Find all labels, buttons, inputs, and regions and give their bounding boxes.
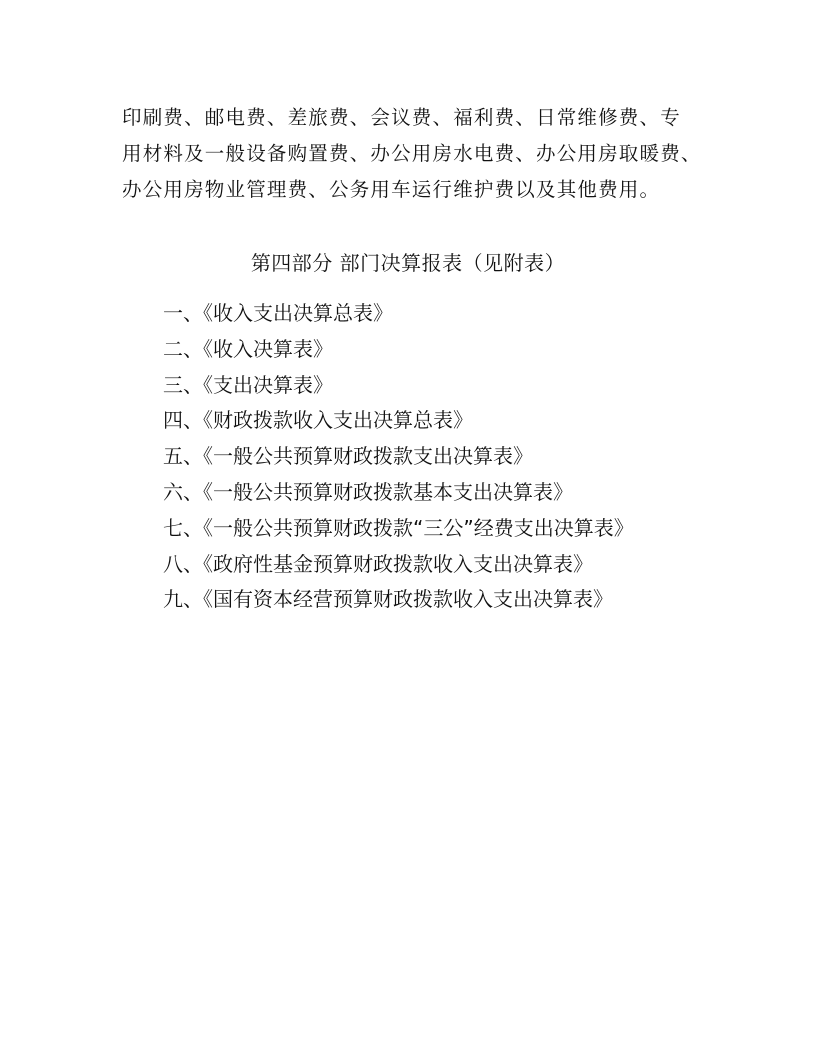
appendix-item-2: 二、《收入决算表》 <box>163 336 333 361</box>
appendix-item-9: 九、《国有资本经营预算财政拨款收入支出决算表》 <box>163 587 613 612</box>
appendix-item-3: 三、《支出决算表》 <box>163 372 333 397</box>
paragraph-line: 办公用房物业管理费、公务用车运行维护费以及其他费用。 <box>122 178 661 201</box>
paragraph-line: 用材料及一般设备购置费、办公用房水电费、办公用房取暖费、 <box>122 142 702 165</box>
appendix-table-list <box>163 296 723 618</box>
body-paragraph <box>122 100 702 208</box>
appendix-item-7: 七、《一般公共预算财政拨款“三公”经费支出决算表》 <box>163 515 634 540</box>
appendix-item-5: 五、《一般公共预算财政拨款支出决算表》 <box>163 444 533 469</box>
appendix-item-8: 八、《政府性基金预算财政拨款收入支出决算表》 <box>163 551 593 576</box>
appendix-item-6: 六、《一般公共预算财政拨款基本支出决算表》 <box>163 479 573 504</box>
section-title: 第四部分 部门决算报表（见附表） <box>250 251 566 275</box>
appendix-item-1: 一、《收入支出决算总表》 <box>163 301 393 325</box>
paragraph-line: 印刷费、邮电费、差旅费、会议费、福利费、日常维修费、专 <box>122 106 681 129</box>
appendix-item-4: 四、《财政拨款收入支出决算总表》 <box>163 408 473 433</box>
